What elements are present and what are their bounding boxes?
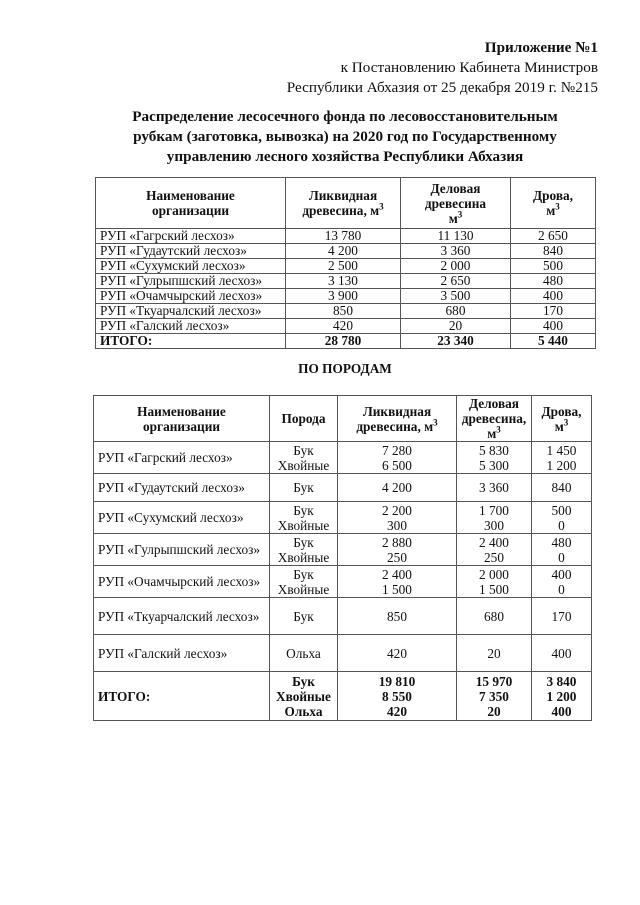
total-species <box>270 672 338 721</box>
org-name-cell: РУП «Гудаутский лесхоз» <box>94 474 270 502</box>
total-firewood: 5 440 <box>511 334 596 349</box>
species-cell <box>270 502 338 534</box>
firewood-cell: 480 <box>511 274 596 289</box>
table-row <box>96 289 596 304</box>
species-cell-value: Хвойные <box>277 517 330 533</box>
org-name-cell: РУП «Гагрский лесхоз» <box>94 442 270 474</box>
org-name-cell: РУП «Галский лесхоз» <box>96 319 286 334</box>
total-species-value: Хвойные <box>276 688 331 704</box>
liquid-cell <box>338 598 457 635</box>
firewood-cell-value: 500 <box>551 502 572 518</box>
liquid-cell: 2 500 <box>286 259 401 274</box>
business-cell-value: 250 <box>484 549 504 565</box>
table-row <box>96 304 596 319</box>
species-cell-value: Хвойные <box>277 457 330 473</box>
liquid-cell-value: 1 500 <box>382 581 412 597</box>
col-header-business: Деловая древесина $м^3$ <box>401 178 511 229</box>
species-cell-value: Ольха <box>286 645 321 661</box>
liquid-cell-value: 7 280 <box>382 442 412 458</box>
firewood-cell: 500 <box>511 259 596 274</box>
firewood-cell-value: 480 <box>551 534 572 550</box>
firewood-cell-value: 0 <box>558 549 565 565</box>
org-name-cell: РУП «Очамчырский лесхоз» <box>96 289 286 304</box>
firewood-cell-value: 840 <box>551 480 572 495</box>
appendix-title: Приложение №1 <box>484 39 598 56</box>
total-species-value: Бук <box>292 673 315 689</box>
business-cell-value: 1 500 <box>479 581 509 597</box>
total-liquid <box>338 672 457 721</box>
org-name-cell: РУП «Гулрыпшский лесхоз» <box>96 274 286 289</box>
business-cell: 680 <box>401 304 511 319</box>
species-cell <box>270 598 338 635</box>
total-species-value: Ольха <box>284 703 323 719</box>
appendix-line: Республики Абхазия от 25 декабря 2019 г. №215 <box>286 79 598 96</box>
species-cell-value: Бук <box>293 608 314 624</box>
table-row <box>94 635 592 672</box>
business-cell: 2 650 <box>401 274 511 289</box>
total-firewood <box>532 672 592 721</box>
liquid-cell: 13 780 <box>286 229 401 244</box>
liquid-cell <box>338 566 457 598</box>
liquid-cell-value: 6 500 <box>382 457 412 473</box>
firewood-cell: 400 <box>511 319 596 334</box>
col-header-firewood: Дрова, $м^3$ <box>511 178 596 229</box>
total-business: 23 340 <box>401 334 511 349</box>
business-cell: 2 000 <box>401 259 511 274</box>
total-firewood-value: 400 <box>551 703 572 719</box>
appendix-line: к Постановлению Кабинета Министров <box>340 59 598 76</box>
table-header-row <box>96 178 596 229</box>
species-cell-value: Бук <box>293 480 314 495</box>
col-header-org: Наименование организации <box>96 178 286 229</box>
col-header-liquid: Ликвидная древесина, $м^3$ <box>338 396 457 442</box>
section-title: ПО ПОРОДАМ <box>298 361 392 376</box>
business-cell-value: 20 <box>487 645 501 661</box>
business-cell: 3 500 <box>401 289 511 304</box>
business-cell-value: 1 700 <box>479 502 509 518</box>
table-row <box>96 259 596 274</box>
business-cell-value: 300 <box>484 517 504 533</box>
total-label: ИТОГО: <box>94 672 270 721</box>
total-liquid-value: 8 550 <box>382 688 412 704</box>
col-header-firewood: Дрова, $м^3$ <box>532 396 592 442</box>
liquid-cell-value: 850 <box>387 608 407 624</box>
species-cell-value: Бук <box>293 442 314 458</box>
business-cell-value: 5 300 <box>479 457 509 473</box>
table-row <box>96 319 596 334</box>
firewood-cell-value: 400 <box>551 645 572 661</box>
business-cell-value: 2 000 <box>479 566 509 582</box>
liquid-cell-value: 2 200 <box>382 502 412 518</box>
liquid-cell-value: 300 <box>387 517 407 533</box>
col-header-species: Порода <box>270 396 338 442</box>
species-cell-value: Бук <box>293 534 314 550</box>
table-row <box>94 534 592 566</box>
table-row <box>96 274 596 289</box>
table-row <box>94 442 592 474</box>
business-cell-value: 3 360 <box>479 480 509 495</box>
liquid-cell-value: 420 <box>387 645 407 661</box>
table-row <box>96 229 596 244</box>
business-cell: 11 130 <box>401 229 511 244</box>
business-cell <box>457 635 532 672</box>
firewood-cell-value: 1 450 <box>546 442 577 458</box>
total-business <box>457 672 532 721</box>
table-row <box>94 566 592 598</box>
liquid-cell-value: 2 880 <box>382 534 412 550</box>
total-business-value: 15 970 <box>475 673 513 689</box>
business-cell: 3 360 <box>401 244 511 259</box>
col-header-business: Деловая древесина, $м^3$ <box>457 396 532 442</box>
title-line: рубкам (заготовка, вывозка) на 2020 год по Государственному <box>133 128 557 145</box>
org-name-cell: РУП «Ткуарчалский лесхоз» <box>96 304 286 319</box>
firewood-cell-value: 170 <box>551 608 572 624</box>
by-species-table <box>93 395 592 721</box>
title-line: управлению лесного хозяйства Республики Абхазия <box>166 148 524 165</box>
firewood-cell <box>532 442 592 474</box>
total-business-value: 7 350 <box>479 688 509 704</box>
firewood-cell: 170 <box>511 304 596 319</box>
liquid-cell-value: 250 <box>387 549 407 565</box>
liquid-cell-value: 2 400 <box>382 566 412 582</box>
total-label: ИТОГО: <box>96 334 286 349</box>
business-cell <box>457 502 532 534</box>
species-cell <box>270 442 338 474</box>
business-cell <box>457 474 532 502</box>
liquid-cell: 3 130 <box>286 274 401 289</box>
org-name-cell: РУП «Гудаутский лесхоз» <box>96 244 286 259</box>
table-row <box>96 244 596 259</box>
firewood-cell <box>532 502 592 534</box>
liquid-cell: 3 900 <box>286 289 401 304</box>
business-cell <box>457 566 532 598</box>
business-cell-value: 2 400 <box>479 534 509 550</box>
org-name-cell: РУП «Гулрыпшский лесхоз» <box>94 534 270 566</box>
org-name-cell: РУП «Галский лесхоз» <box>94 635 270 672</box>
total-row <box>94 672 592 721</box>
org-name-cell: РУП «Ткуарчалский лесхоз» <box>94 598 270 635</box>
title-line: Распределение лесосечного фонда по лесовосстановительным <box>132 108 558 125</box>
species-cell <box>270 474 338 502</box>
liquid-cell <box>338 534 457 566</box>
business-cell <box>457 598 532 635</box>
liquid-cell: 420 <box>286 319 401 334</box>
business-cell <box>457 534 532 566</box>
species-cell <box>270 635 338 672</box>
org-name-cell: РУП «Очамчырский лесхоз» <box>94 566 270 598</box>
business-cell-value: 5 830 <box>479 442 509 458</box>
firewood-cell: 400 <box>511 289 596 304</box>
table-header-row <box>94 396 592 442</box>
firewood-cell <box>532 566 592 598</box>
liquid-cell-value: 4 200 <box>382 480 412 495</box>
col-header-org: Наименование организации <box>94 396 270 442</box>
species-cell-value: Бук <box>293 566 314 582</box>
col-header-liquid: Ликвидная древесина, $м^3$ <box>286 178 401 229</box>
business-cell: 20 <box>401 319 511 334</box>
liquid-cell: 4 200 <box>286 244 401 259</box>
org-name-cell: РУП «Сухумский лесхоз» <box>94 502 270 534</box>
firewood-cell <box>532 534 592 566</box>
firewood-cell-value: 1 200 <box>546 457 577 473</box>
species-cell-value: Хвойные <box>277 549 330 565</box>
total-firewood-value: 3 840 <box>546 673 577 689</box>
firewood-cell: 840 <box>511 244 596 259</box>
firewood-cell: 2 650 <box>511 229 596 244</box>
total-business-value: 20 <box>487 703 501 719</box>
species-cell-value: Хвойные <box>277 581 330 597</box>
liquid-cell <box>338 635 457 672</box>
org-name-cell: РУП «Гагрский лесхоз» <box>96 229 286 244</box>
total-liquid-value: 19 810 <box>378 673 416 689</box>
table-row <box>94 502 592 534</box>
total-firewood-value: 1 200 <box>546 688 577 704</box>
firewood-cell-value: 0 <box>558 581 565 597</box>
org-name-cell: РУП «Сухумский лесхоз» <box>96 259 286 274</box>
firewood-cell <box>532 474 592 502</box>
appendix-header <box>287 38 598 98</box>
business-cell-value: 680 <box>484 608 504 624</box>
liquid-cell <box>338 442 457 474</box>
distribution-table <box>95 177 596 349</box>
species-cell <box>270 566 338 598</box>
table-row <box>94 474 592 502</box>
species-cell <box>270 534 338 566</box>
total-liquid-value: 420 <box>387 703 407 719</box>
firewood-cell-value: 0 <box>558 517 565 533</box>
total-row <box>96 334 596 349</box>
firewood-cell-value: 400 <box>551 566 572 582</box>
liquid-cell: 850 <box>286 304 401 319</box>
species-cell-value: Бук <box>293 502 314 518</box>
business-cell <box>457 442 532 474</box>
total-liquid: 28 780 <box>286 334 401 349</box>
document-title <box>95 107 595 167</box>
table-row <box>94 598 592 635</box>
firewood-cell <box>532 635 592 672</box>
liquid-cell <box>338 474 457 502</box>
firewood-cell <box>532 598 592 635</box>
liquid-cell <box>338 502 457 534</box>
